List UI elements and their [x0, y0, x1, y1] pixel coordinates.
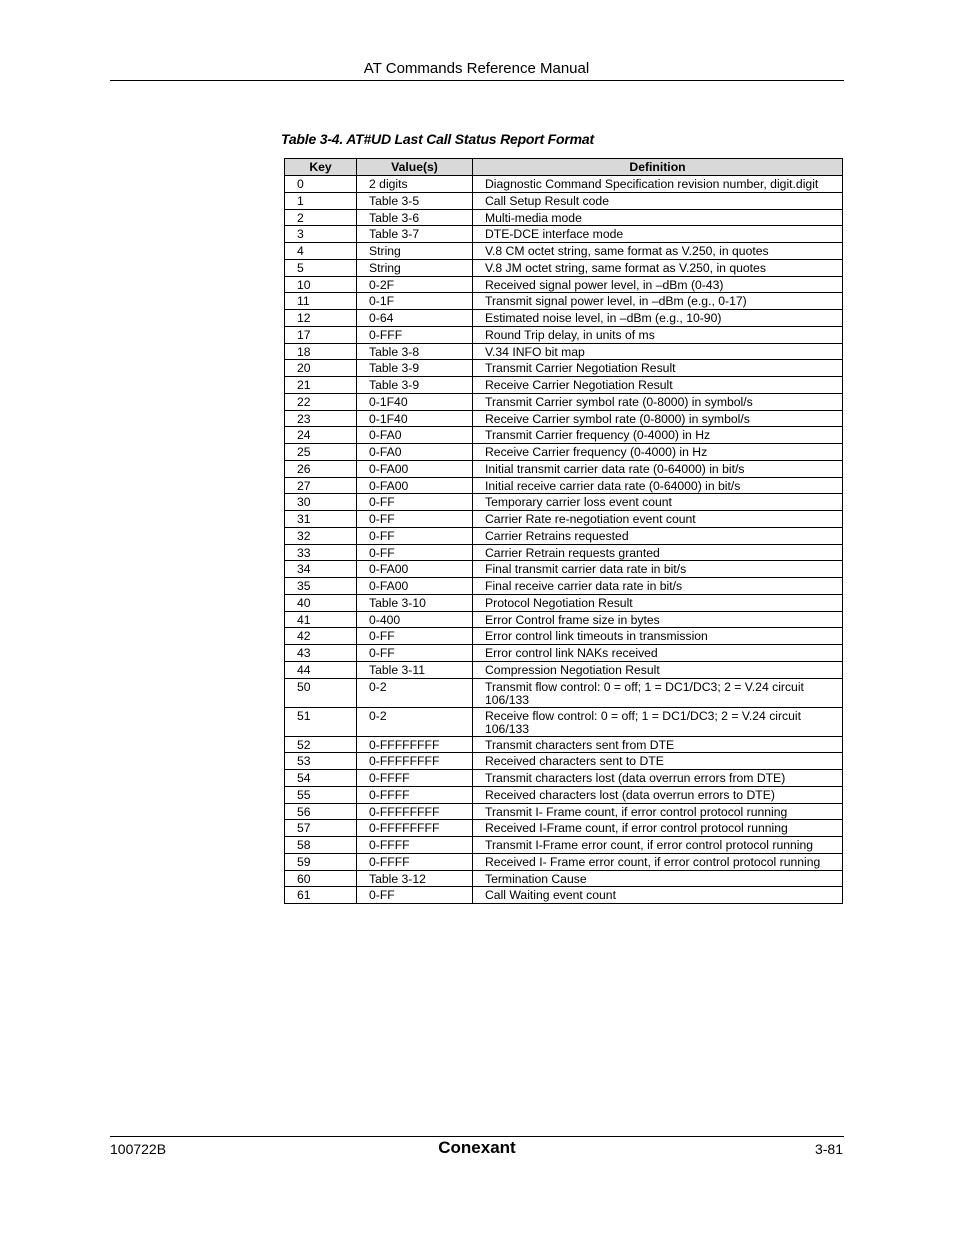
table-row [285, 494, 843, 511]
cell-definition: Transmit Carrier Negotiation Result [473, 360, 843, 377]
running-header: AT Commands Reference Manual [363, 60, 590, 77]
table-row [285, 511, 843, 528]
cell-key: 18 [285, 343, 357, 360]
cell-definition: Multi-media mode [473, 209, 843, 226]
cell-values: 0-FA00 [357, 477, 473, 494]
cell-definition: Call Setup Result code [473, 192, 843, 209]
cell-key: 55 [285, 786, 357, 803]
cell-values: Table 3-6 [357, 209, 473, 226]
cell-values: 0-FFFFFFFF [357, 820, 473, 837]
cell-values: 0-FFFF [357, 837, 473, 854]
table-row [285, 611, 843, 628]
cell-key: 2 [285, 209, 357, 226]
table-row [285, 707, 843, 736]
cell-definition: Received I-Frame count, if error control protocol running [473, 820, 843, 837]
table-row [285, 770, 843, 787]
cell-definition: Diagnostic Command Specification revision number, digit.digit [473, 176, 843, 193]
cell-definition: Error control link timeouts in transmission [473, 628, 843, 645]
cell-values: 0-FFFF [357, 786, 473, 803]
cell-key: 40 [285, 594, 357, 611]
cell-key: 54 [285, 770, 357, 787]
cell-values: 0-1F [357, 293, 473, 310]
cell-definition: Termination Cause [473, 870, 843, 887]
cell-values: Table 3-12 [357, 870, 473, 887]
cell-key: 60 [285, 870, 357, 887]
cell-definition: Receive Carrier symbol rate (0-8000) in symbol/s [473, 410, 843, 427]
cell-values: String [357, 243, 473, 260]
cell-definition: Compression Negotiation Result [473, 661, 843, 678]
cell-key: 51 [285, 707, 357, 736]
table-row [285, 678, 843, 707]
cell-values: 0-2 [357, 678, 473, 707]
cell-values: Table 3-7 [357, 226, 473, 243]
cell-key: 17 [285, 326, 357, 343]
table-row [285, 393, 843, 410]
table-row [285, 377, 843, 394]
cell-values: 0-1F40 [357, 410, 473, 427]
cell-definition: Initial receive carrier data rate (0-64000) in bit/s [473, 477, 843, 494]
cell-key: 32 [285, 527, 357, 544]
cell-key: 43 [285, 645, 357, 662]
cell-key: 1 [285, 192, 357, 209]
cell-values: Table 3-9 [357, 360, 473, 377]
column-header-key: Key [285, 159, 357, 176]
cell-key: 24 [285, 427, 357, 444]
table-row [285, 477, 843, 494]
table-row [285, 310, 843, 327]
cell-key: 11 [285, 293, 357, 310]
cell-definition: Receive Carrier Negotiation Result [473, 377, 843, 394]
cell-definition: Carrier Retrains requested [473, 527, 843, 544]
table-row [285, 427, 843, 444]
company-name: Conexant [438, 1138, 516, 1157]
table-row [285, 360, 843, 377]
cell-definition: Transmit I- Frame count, if error control protocol running [473, 803, 843, 820]
table-row [285, 594, 843, 611]
cell-definition: Carrier Retrain requests granted [473, 544, 843, 561]
table-row [285, 887, 843, 904]
cell-definition: Receive flow control: 0 = off; 1 = DC1/DC3; 2 = V.24 circuit 106/133 [473, 707, 843, 736]
cell-definition: Error control link NAKs received [473, 645, 843, 662]
cell-key: 58 [285, 837, 357, 854]
cell-definition: Received signal power level, in –dBm (0-43) [473, 276, 843, 293]
table-header-row [285, 159, 843, 176]
table-row [285, 176, 843, 193]
cell-key: 3 [285, 226, 357, 243]
cell-key: 59 [285, 853, 357, 870]
table-row [285, 803, 843, 820]
table-row [285, 753, 843, 770]
cell-definition: Error Control frame size in bytes [473, 611, 843, 628]
cell-values: 0-64 [357, 310, 473, 327]
cell-definition: Transmit characters sent from DTE [473, 736, 843, 753]
cell-key: 21 [285, 377, 357, 394]
cell-key: 41 [285, 611, 357, 628]
cell-key: 23 [285, 410, 357, 427]
cell-key: 5 [285, 259, 357, 276]
cell-definition: Transmit Carrier symbol rate (0-8000) in symbol/s [473, 393, 843, 410]
cell-key: 26 [285, 460, 357, 477]
table-body [285, 176, 843, 904]
table-row [285, 293, 843, 310]
cell-definition: Call Waiting event count [473, 887, 843, 904]
header-divider [110, 80, 844, 81]
cell-values: 0-FA0 [357, 444, 473, 461]
table-caption: Table 3-4. AT#UD Last Call Status Report Format [281, 131, 594, 147]
cell-definition: Transmit Carrier frequency (0-4000) in Hz [473, 427, 843, 444]
cell-values: 0-FF [357, 645, 473, 662]
cell-values: Table 3-10 [357, 594, 473, 611]
cell-values: 0-2F [357, 276, 473, 293]
cell-values: 0-FFFFFFFF [357, 803, 473, 820]
cell-key: 27 [285, 477, 357, 494]
table-row [285, 645, 843, 662]
table-row [285, 326, 843, 343]
cell-definition: Transmit flow control: 0 = off; 1 = DC1/DC3; 2 = V.24 circuit 106/133 [473, 678, 843, 707]
cell-key: 10 [285, 276, 357, 293]
cell-key: 53 [285, 753, 357, 770]
cell-key: 61 [285, 887, 357, 904]
cell-key: 4 [285, 243, 357, 260]
cell-values: 0-FF [357, 527, 473, 544]
cell-key: 34 [285, 561, 357, 578]
table-row [285, 820, 843, 837]
cell-values: 0-FF [357, 494, 473, 511]
table-row [285, 544, 843, 561]
cell-definition: Receive Carrier frequency (0-4000) in Hz [473, 444, 843, 461]
cell-key: 42 [285, 628, 357, 645]
cell-values: String [357, 259, 473, 276]
cell-key: 33 [285, 544, 357, 561]
table-row [285, 837, 843, 854]
cell-definition: V.8 CM octet string, same format as V.250, in quotes [473, 243, 843, 260]
cell-key: 22 [285, 393, 357, 410]
cell-values: 0-FF [357, 544, 473, 561]
cell-definition: Transmit characters lost (data overrun errors from DTE) [473, 770, 843, 787]
document-number: 100722B [110, 1141, 167, 1157]
cell-key: 31 [285, 511, 357, 528]
page-number: 3-81 [814, 1141, 843, 1157]
cell-values: 2 digits [357, 176, 473, 193]
table-row [285, 561, 843, 578]
cell-definition: V.8 JM octet string, same format as V.250, in quotes [473, 259, 843, 276]
cell-values: 0-FA0 [357, 427, 473, 444]
table-row [285, 661, 843, 678]
footer-divider [110, 1136, 844, 1137]
cell-values: 0-FF [357, 887, 473, 904]
table-row [285, 460, 843, 477]
cell-values: Table 3-9 [357, 377, 473, 394]
cell-key: 50 [285, 678, 357, 707]
cell-values: Table 3-5 [357, 192, 473, 209]
cell-key: 35 [285, 578, 357, 595]
table-row [285, 343, 843, 360]
cell-definition: Initial transmit carrier data rate (0-64000) in bit/s [473, 460, 843, 477]
cell-definition: Estimated noise level, in –dBm (e.g., 10-90) [473, 310, 843, 327]
cell-definition: Protocol Negotiation Result [473, 594, 843, 611]
cell-key: 30 [285, 494, 357, 511]
table-row [285, 226, 843, 243]
table-row [285, 192, 843, 209]
cell-definition: Received characters sent to DTE [473, 753, 843, 770]
cell-definition: Round Trip delay, in units of ms [473, 326, 843, 343]
cell-values: 0-2 [357, 707, 473, 736]
cell-key: 57 [285, 820, 357, 837]
cell-key: 25 [285, 444, 357, 461]
column-header-definition: Definition [473, 159, 843, 176]
cell-values: 0-FF [357, 628, 473, 645]
status-report-table [284, 158, 843, 904]
cell-definition: Final receive carrier data rate in bit/s [473, 578, 843, 595]
table-row [285, 853, 843, 870]
table-row [285, 527, 843, 544]
cell-values: 0-FFFF [357, 853, 473, 870]
table-row [285, 276, 843, 293]
table-row [285, 578, 843, 595]
table-row [285, 444, 843, 461]
cell-values: 0-FFFFFFFF [357, 753, 473, 770]
cell-values: 0-FA00 [357, 578, 473, 595]
cell-definition: Carrier Rate re-negotiation event count [473, 511, 843, 528]
cell-key: 44 [285, 661, 357, 678]
table-row [285, 736, 843, 753]
cell-values: 0-FFF [357, 326, 473, 343]
cell-definition: Transmit signal power level, in –dBm (e.g., 0-17) [473, 293, 843, 310]
cell-values: 0-400 [357, 611, 473, 628]
cell-definition: V.34 INFO bit map [473, 343, 843, 360]
cell-values: 0-FFFFFFFF [357, 736, 473, 753]
cell-key: 56 [285, 803, 357, 820]
cell-key: 12 [285, 310, 357, 327]
cell-key: 20 [285, 360, 357, 377]
cell-values: 0-FF [357, 511, 473, 528]
cell-key: 0 [285, 176, 357, 193]
cell-definition: Transmit I-Frame error count, if error control protocol running [473, 837, 843, 854]
cell-definition: Final transmit carrier data rate in bit/s [473, 561, 843, 578]
cell-values: Table 3-11 [357, 661, 473, 678]
table-row [285, 410, 843, 427]
cell-key: 52 [285, 736, 357, 753]
cell-values: 0-FA00 [357, 460, 473, 477]
table-row [285, 870, 843, 887]
table-row [285, 243, 843, 260]
cell-values: 0-1F40 [357, 393, 473, 410]
table-row [285, 259, 843, 276]
cell-definition: DTE-DCE interface mode [473, 226, 843, 243]
cell-definition: Received I- Frame error count, if error control protocol running [473, 853, 843, 870]
cell-values: 0-FA00 [357, 561, 473, 578]
table-row [285, 628, 843, 645]
column-header-values: Value(s) [357, 159, 473, 176]
cell-values: 0-FFFF [357, 770, 473, 787]
table-row [285, 786, 843, 803]
cell-values: Table 3-8 [357, 343, 473, 360]
cell-definition: Temporary carrier loss event count [473, 494, 843, 511]
table-row [285, 209, 843, 226]
cell-definition: Received characters lost (data overrun errors to DTE) [473, 786, 843, 803]
